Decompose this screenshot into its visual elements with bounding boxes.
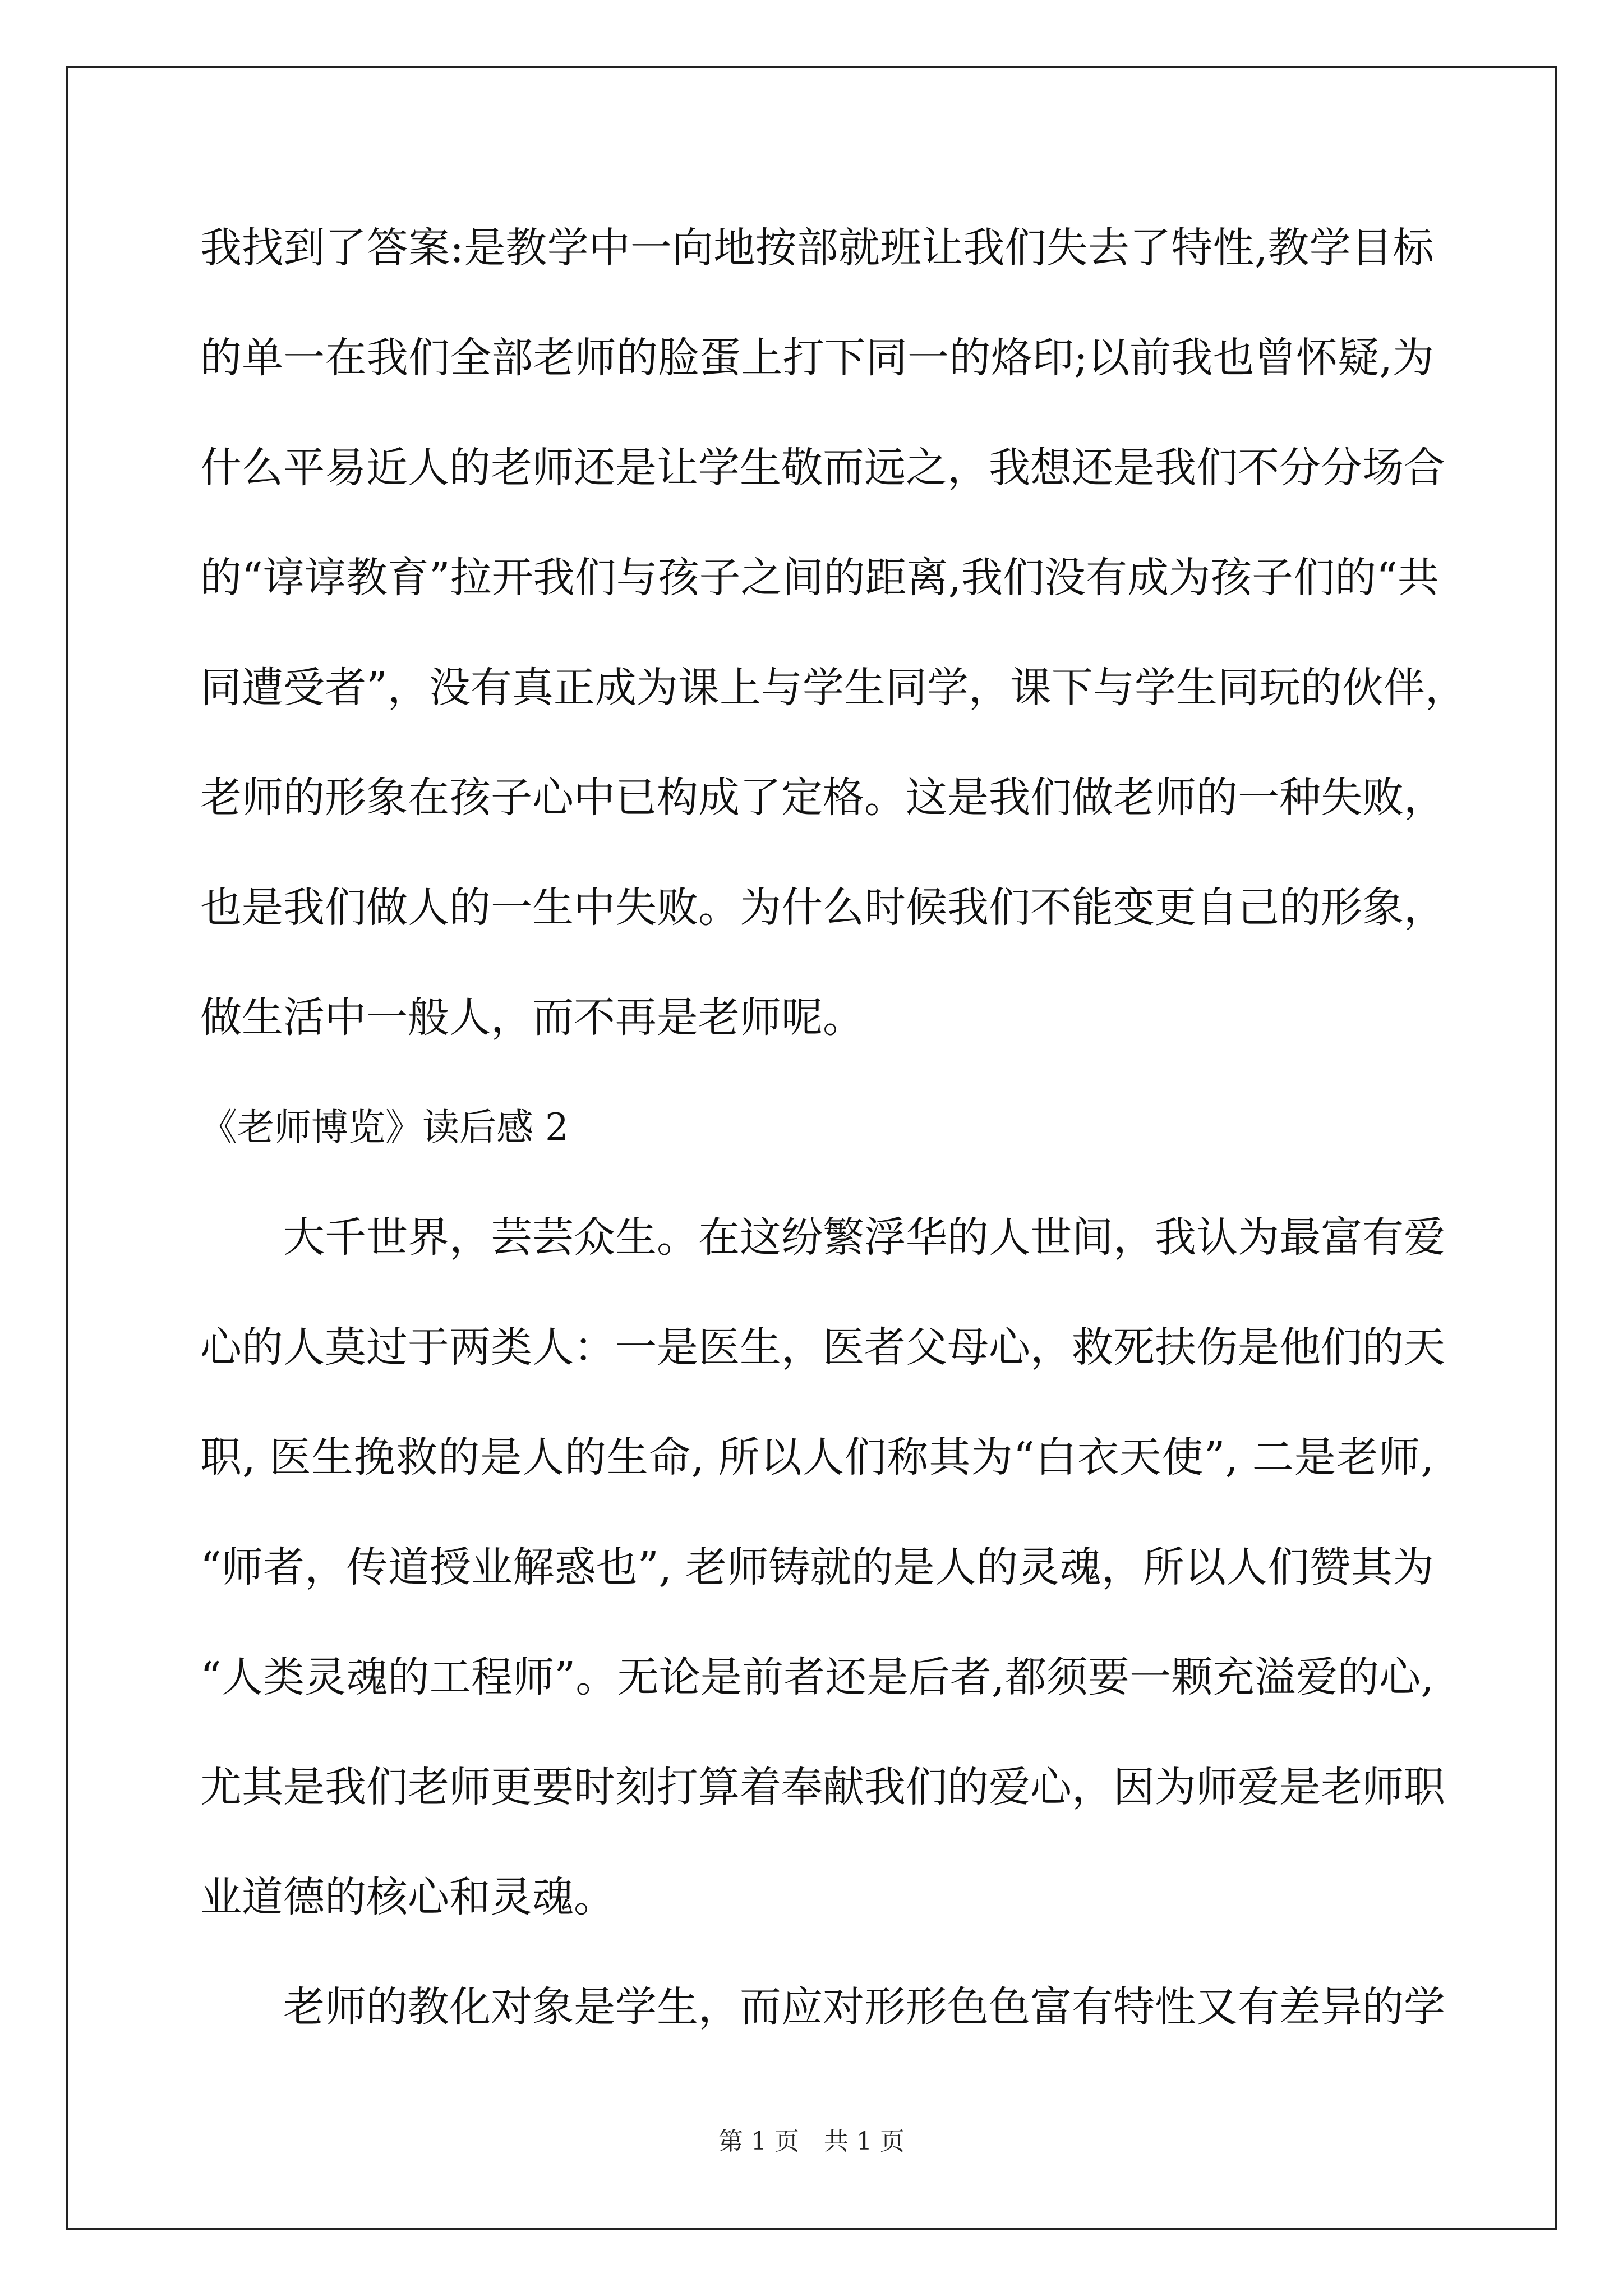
paragraph2-line-7: 业道德的核心和灵魂。 — [200, 1873, 615, 1921]
paragraph1-line-4: 的“谆谆教育”拉开我们与孩子之间的距离,我们没有成为孩子们的“共 — [200, 554, 1440, 602]
paragraph1-line-8: 做生活中一般人，而不再是老师呢。 — [200, 993, 864, 1042]
paragraph2-line-3: 职, 医生挽救的是人的生命, 所以人们称其为“白衣天使”, 二是老师, — [200, 1433, 1434, 1481]
paragraph1-line-1: 我找到了答案:是教学中一向地按部就班让我们失去了特性,教学目标 — [200, 224, 1434, 272]
section-heading: 《老师博览》读后感 2 — [200, 1106, 569, 1149]
paragraph2-line-4: “师者，传道授业解惑也”, 老师铸就的是人的灵魂，所以人们赞其为 — [200, 1543, 1434, 1591]
paragraph1-line-2: 的单一在我们全部老师的脸蛋上打下同一的烙印;以前我也曾怀疑,为 — [200, 334, 1434, 382]
paragraph2-line-5: “人类灵魂的工程师”。无论是前者还是后者,都须要一颗充溢爱的心, — [200, 1653, 1434, 1701]
paragraph2-line-2: 心的人莫过于两类人：一是医生，医者父母心，救死扶伤是他们的天 — [200, 1323, 1445, 1372]
paragraph1-line-3: 什么平易近人的老师还是让学生敬而远之，我想还是我们不分分场合 — [200, 444, 1445, 492]
page-footer: 第 1 页 共 1 页 — [718, 2127, 905, 2156]
paragraph2-line-1: 大千世界，芸芸众生。在这纷繁浮华的人世间，我认为最富有爱 — [283, 1213, 1445, 1262]
paragraph3-line-1: 老师的教化对象是学生，而应对形形色色富有特性又有差异的学 — [283, 1983, 1445, 2031]
paragraph1-line-6: 老师的形象在孩子心中已构成了定格。这是我们做老师的一种失败， — [200, 774, 1445, 822]
paragraph2-line-6: 尤其是我们老师更要时刻打算着奉献我们的爱心，因为师爱是老师职 — [200, 1763, 1445, 1811]
paragraph1-line-5: 同遭受者”，没有真正成为课上与学生同学，课下与学生同玩的伙伴， — [200, 664, 1467, 712]
paragraph1-line-7: 也是我们做人的一生中失败。为什么时候我们不能变更自己的形象， — [200, 884, 1445, 932]
